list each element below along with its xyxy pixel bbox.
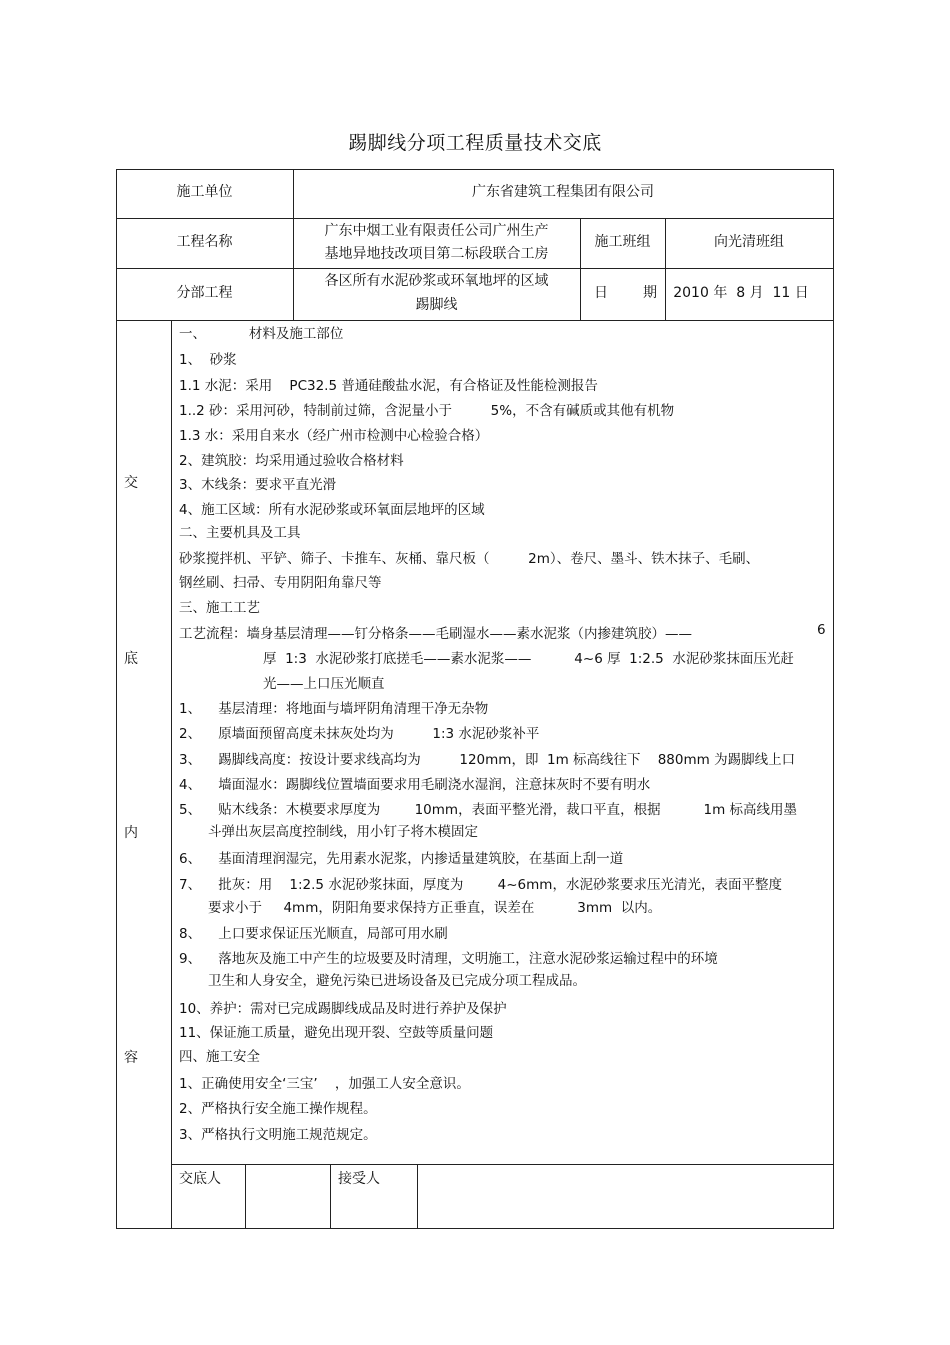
- row-divider: [171, 1164, 834, 1165]
- content-line: 三、施工工艺: [179, 600, 260, 616]
- project-label: 工程名称: [176, 234, 233, 250]
- content-line: 6、 基面清理润湿完，先用素水泥浆，内掺适量建筑胶，在基面上刮一道: [179, 851, 624, 867]
- table-border-right: [833, 169, 834, 1229]
- content-line: 8、 上口要求保证压光顺直，局部可用水刷: [179, 926, 448, 942]
- receiver-label: 接受人: [338, 1171, 380, 1187]
- project-value-line-1: 广东中烟工业有限责任公司广州生产: [324, 223, 549, 239]
- content-line: 光——上口压光顺直: [263, 676, 385, 692]
- content-line: 1.1 水泥：采用 PC32.5 普通硅酸盐水泥，有合格证及性能检测报告: [179, 378, 598, 394]
- content-line: 9、 落地灰及施工中产生的垃圾要及时清理，文明施工，注意水泥砂浆运输过程中的环境: [179, 951, 718, 967]
- team-value: 向光清班组: [714, 234, 784, 250]
- content-line: 1、 基层清理：将地面与墙坪阴角清理干净无杂物: [179, 701, 489, 717]
- col-divider: [245, 1164, 246, 1229]
- content-line: 卫生和人身安全，避免污染已进场设备及已完成分项工程成品。: [208, 973, 586, 989]
- content-line: 10、养护：需对已完成踢脚线成品及时进行养护及保护: [179, 1001, 507, 1017]
- side-label-char: 交: [124, 475, 138, 491]
- content-line: 砂浆搅拌机、平铲、筛子、卡推车、灰桶、靠尺板（ 2m）、卷尺、墨斗、铁木抹子、毛刷、: [179, 551, 760, 567]
- content-line: 5、 贴木线条：木模要求厚度为 10mm，表面平整光滑，裁口平直，根据 1m 标高线用墨: [179, 802, 798, 818]
- date-label-1: 日: [594, 285, 608, 301]
- unit-value: 广东省建筑工程集团有限公司: [472, 184, 654, 200]
- content-line: 2、 原墙面预留高度未抹灰处均为 1:3 水泥砂浆补平: [179, 726, 540, 742]
- content-line: 1、正确使用安全‘三宝’ ，加强工人安全意识。: [179, 1076, 470, 1092]
- content-line: 3、 踢脚线高度：按设计要求线高均为 120mm，即 1m 标高线往下 880mm 为踢脚线上口: [179, 752, 796, 768]
- content-line: 6: [817, 622, 826, 638]
- content-line: 2、严格执行安全施工操作规程。: [179, 1101, 377, 1117]
- side-label-char: 容: [124, 1050, 138, 1066]
- table-border-bottom: [116, 1228, 834, 1229]
- content-line: 要求小于 4mm，阴阳角要求保持方正垂直，误差在 3mm 以内。: [208, 900, 662, 916]
- content-line: 四、施工安全: [179, 1049, 260, 1065]
- content-line: 工艺流程：墙身基层清理——钉分格条——毛刷湿水——素水泥浆（内掺建筑胶）——: [179, 626, 692, 642]
- content-line: 钢丝刷、扫帚、专用阴阳角靠尺等: [179, 575, 382, 591]
- col-divider: [171, 320, 172, 1229]
- content-line: 4、 墙面湿水：踢脚线位置墙面要求用毛刷浇水湿润，注意抹灰时不要有明水: [179, 777, 651, 793]
- col-divider: [330, 1164, 331, 1229]
- content-line: 1.3 水：采用自来水（经广州市检测中心检验合格）: [179, 428, 489, 444]
- row-divider: [116, 320, 834, 321]
- content-line: 二、主要机具及工具: [179, 525, 301, 541]
- content-line: 斗弹出灰层高度控制线，用小钉子将木模固定: [208, 824, 478, 840]
- content-line: 2、建筑胶：均采用通过验收合格材料: [179, 453, 404, 469]
- part-label: 分部工程: [176, 285, 233, 301]
- document-title: 踢脚线分项工程质量技术交底: [348, 132, 602, 154]
- row-divider: [116, 218, 834, 219]
- col-divider: [417, 1164, 418, 1229]
- content-line: 一、 材料及施工部位: [179, 326, 344, 342]
- part-value-line-2: 踢脚线: [415, 297, 458, 313]
- content-line: 7、 批灰：用 1:2.5 水泥砂浆抹面，厚度为 4~6mm，水泥砂浆要求压光清光，表面平整度: [179, 877, 782, 893]
- giver-label: 交底人: [179, 1171, 221, 1187]
- content-line: 厚 1:3 水泥砂浆打底搓毛——素水泥浆—— 4~6 厚 1:2.5 水泥砂浆抹面压光赶: [263, 651, 794, 667]
- team-label: 施工班组: [594, 234, 651, 250]
- side-label-char: 底: [124, 651, 138, 667]
- content-line: 3、木线条：要求平直光滑: [179, 477, 337, 493]
- content-line: 1..2 砂：采用河砂，特制前过筛，含泥量小于 5%，不含有碱质或其他有机物: [179, 403, 675, 419]
- part-value-line-1: 各区所有水泥砂浆或环氧地坪的区域: [324, 273, 549, 289]
- side-label-char: 内: [124, 825, 138, 841]
- content-line: 1、 砂浆: [179, 352, 237, 368]
- date-value: 2010 年 8 月 11 日: [673, 285, 809, 301]
- unit-label: 施工单位: [176, 184, 233, 200]
- table-border-left: [116, 169, 117, 1229]
- date-label-2: 期: [643, 285, 657, 301]
- project-value-line-2: 基地异地技改项目第二标段联合工房: [324, 246, 549, 262]
- table-border-top: [116, 169, 834, 170]
- content-line: 4、施工区域：所有水泥砂浆或环氧面层地坪的区域: [179, 502, 485, 518]
- content-line: 3、严格执行文明施工规范规定。: [179, 1127, 377, 1143]
- content-line: 11、保证施工质量，避免出现开裂、空鼓等质量问题: [179, 1025, 494, 1041]
- row-divider: [116, 268, 834, 269]
